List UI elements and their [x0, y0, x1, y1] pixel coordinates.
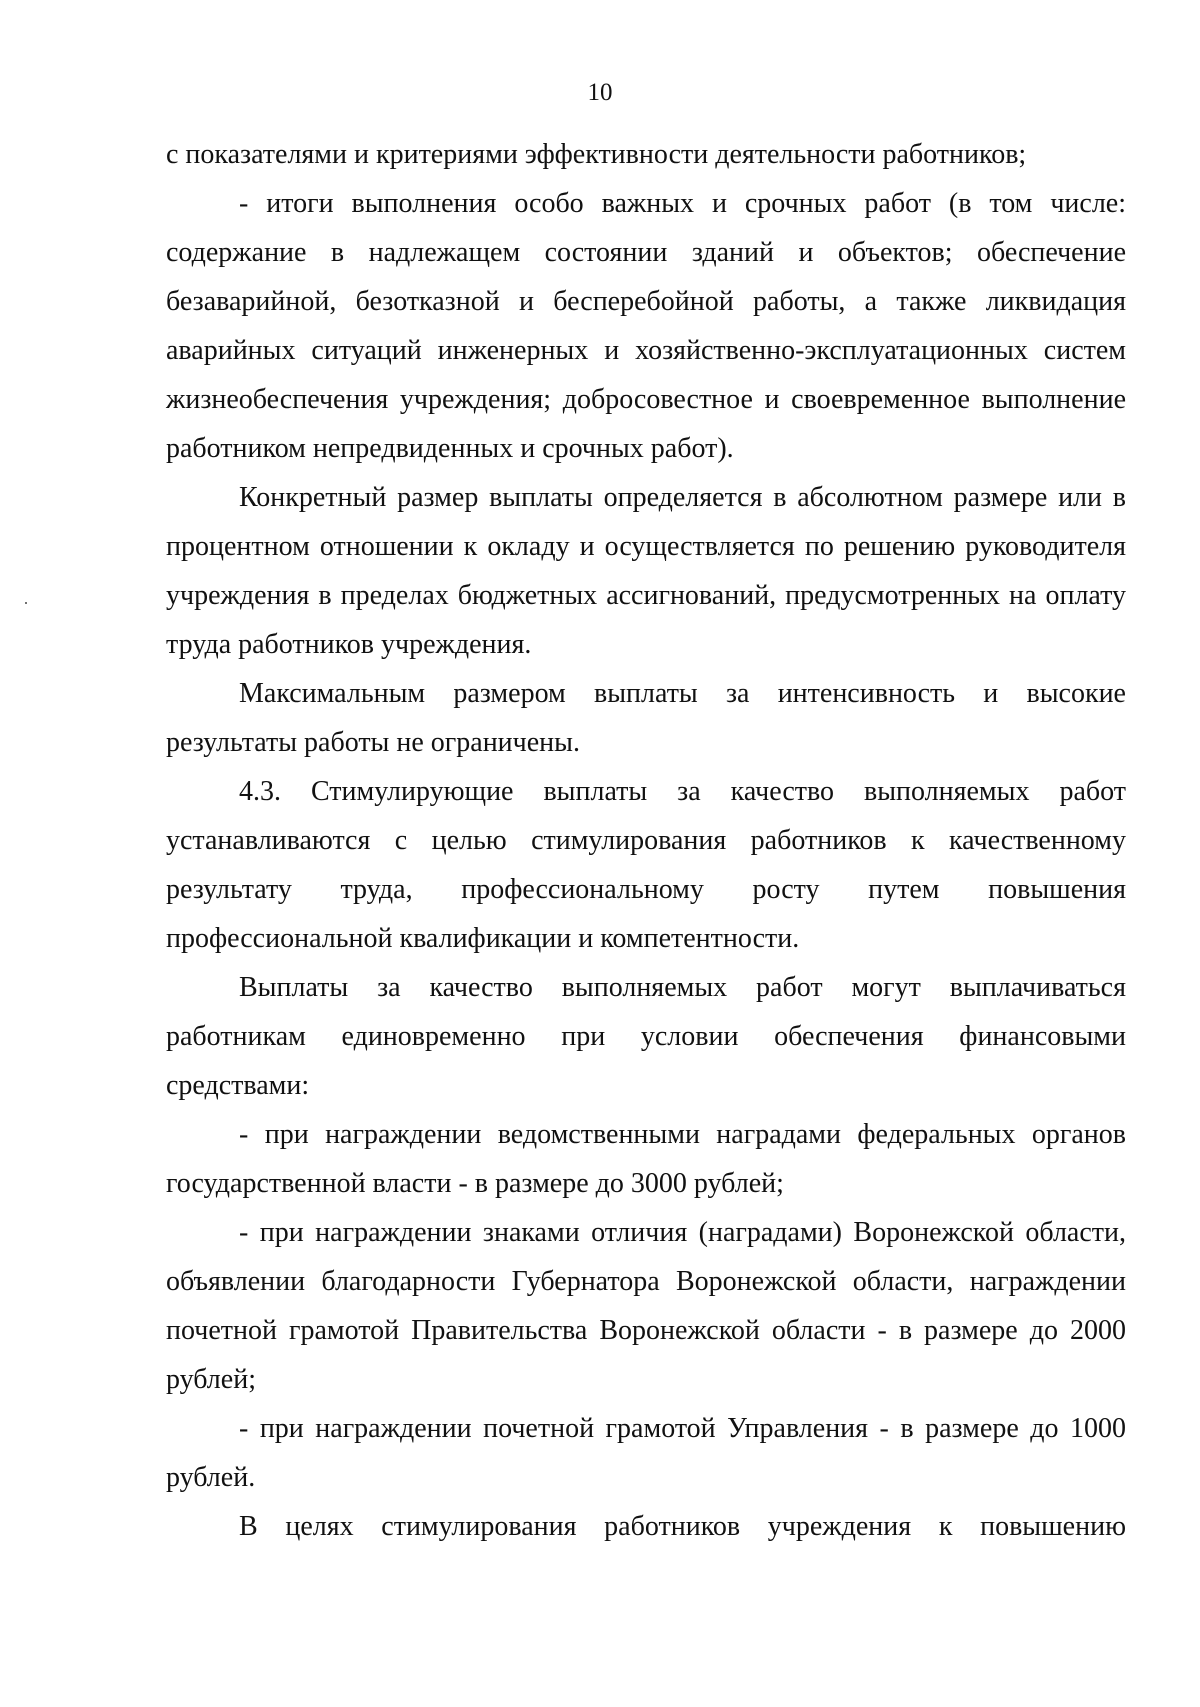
- list-item-department-award: - при награждении почетной грамотой Управления - в размере до 1000 рублей.: [166, 1413, 1126, 1493]
- page-number: 10: [587, 79, 613, 106]
- paragraph-section-4-3: 4.3. Стимулирующие выплаты за качество выполняемых работ устанавливаются с целью стимулирования работников к качественному результату труда, профессиональному росту путем повышения профессиональной квалификации и компетентности.: [166, 776, 1126, 954]
- scan-speck: [25, 602, 27, 604]
- paragraph-final-line: В целях стимулирования работников учреждения к повышению: [239, 1511, 1126, 1542]
- paragraph-urgent-work-results: - итоги выполнения особо важных и срочных работ (в том числе: содержание в надлежащем состоянии зданий и объектов; обеспечение безаварийной, безотказной и бесперебойной работы, а также ликвидация аварийных ситуаций инженерных и хозяйственно-эксплуатационных систем жизнеобеспечения учреждения; добросовестное и своевременное выполнение работником непредвиденных и срочных работ).: [166, 188, 1126, 464]
- paragraph-maximum-amount: Максимальным размером выплаты за интенсивность и высокие результаты работы не ограничены.: [166, 678, 1126, 758]
- document-body: [166, 130, 1126, 1551]
- paragraph-continuation: с показателями и критериями эффективности деятельности работников;: [166, 139, 1027, 170]
- list-item-regional-awards: - при награждении знаками отличия (наградами) Воронежской области, объявлении благодарности Губернатора Воронежской области, награждении почетной грамотой Правительства Воронежской области - в размере до 2000 рублей;: [166, 1217, 1126, 1395]
- list-item-federal-awards: - при награждении ведомственными наградами федеральных органов государственной власти - в размере до 3000 рублей;: [166, 1119, 1126, 1199]
- paragraph-payment-amount: Конкретный размер выплаты определяется в абсолютном размере или в процентном отношении к окладу и осуществляется по решению руководителя учреждения в пределах бюджетных ассигнований, предусмотренных на оплату труда работников учреждения.: [166, 482, 1126, 660]
- paragraph-quality-payments: Выплаты за качество выполняемых работ могут выплачиваться работникам единовременно при условии обеспечения финансовыми средствами:: [166, 972, 1126, 1101]
